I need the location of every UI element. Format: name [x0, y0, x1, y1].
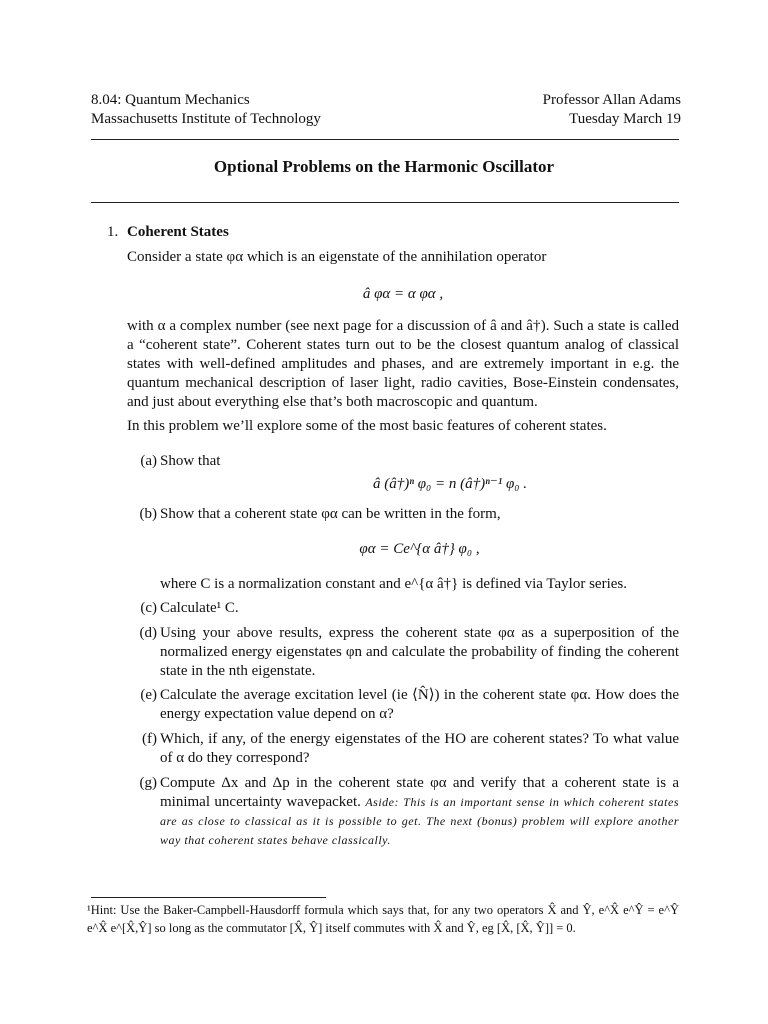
paragraph-explore: In this problem we’ll explore some of the most basic features of coherent states.: [127, 418, 607, 434]
page-title: Optional Problems on the Harmonic Oscillator: [213, 157, 555, 176]
part-a-text: Show that: [160, 453, 221, 469]
equation-eigenstate: â φα = α φα ,: [362, 286, 444, 302]
part-f-text: Which, if any, of the energy eigenstates of the HO are coherent states? To what value of α do they correspond?: [160, 731, 679, 766]
header-right: [543, 91, 681, 129]
part-e-text: Calculate the average excitation level (ie ⟨N̂⟩) in the coherent state φα. How does the energy expectation value depend on α?: [160, 687, 679, 722]
part-a-label: (a): [140, 453, 157, 469]
footnote: ¹Hint: Use the Baker-Campbell-Hausdorff formula which says that, for any two operators X̂ and Ŷ, e^X̂ e^Ŷ = e^Ŷ e^X̂ e^[X̂,Ŷ] so long as the commutator [X̂, Ŷ] itself commutes with X̂ and Ŷ, eg [X̂, [X̂, Ŷ]] = 0.: [87, 903, 679, 935]
problem-heading: Coherent States: [127, 224, 229, 240]
date: Tuesday March 19: [569, 111, 681, 127]
institution-name: Massachusetts Institute of Technology: [91, 111, 321, 127]
paragraph-coherent-states: with α a complex number (see next page for a discussion of â and â†). Such a state is called a “coherent state”. Coherent states turn out to be the closest quantum analog of classical states with well-defined amplitudes and phases, and are extremely important in e.g. the quantum mechanical description of laser light, radio cavities, Bose-Einstein condensates, and just about everything else that’s both macroscopic and quantum.: [127, 318, 679, 410]
title-rule: [91, 202, 679, 203]
equation-part-b: φα = Ce^{α â†} φ₀ ,: [359, 541, 480, 557]
part-d-label: (d): [139, 625, 157, 641]
header-left: [91, 91, 321, 129]
problem-intro: Consider a state φα which is an eigenstate of the annihilation operator: [127, 249, 547, 265]
part-b-text: Show that a coherent state φα can be written in the form,: [160, 506, 501, 522]
part-c-text: Calculate¹ C.: [160, 600, 239, 616]
problem-number: 1.: [107, 224, 119, 240]
part-c-label: (c): [140, 600, 157, 616]
part-b-after: where C is a normalization constant and e^{α â†} is defined via Taylor series.: [160, 576, 627, 592]
part-e-label: (e): [140, 687, 157, 703]
part-g-text: Compute Δx and Δp in the coherent state φα and verify that a coherent state is a minimal uncertainty wavepacket.: [160, 775, 679, 810]
footnote-rule: [91, 897, 326, 898]
part-b-label: (b): [139, 506, 157, 522]
part-d-text: Using your above results, express the coherent state φα as a superposition of the normalized energy eigenstates φn and calculate the probability of finding the coherent state in the nth eigenstate.: [160, 625, 679, 679]
part-f-label: (f): [142, 731, 157, 747]
part-g-label: (g): [139, 775, 157, 791]
top-rule: [91, 139, 679, 140]
part-g-body: [160, 774, 679, 850]
equation-part-a: â (â†)ⁿ φ₀ = n (â†)ⁿ⁻¹ φ₀ .: [373, 476, 527, 492]
course-name: 8.04: Quantum Mechanics: [91, 92, 250, 108]
part-g-aside: Aside: This is an important sense in which coherent states are as close to classical as it is possible to get. The next (bonus) problem will explore another way that coherent states behave classically.: [160, 795, 679, 847]
professor-name: Professor Allan Adams: [542, 92, 681, 108]
